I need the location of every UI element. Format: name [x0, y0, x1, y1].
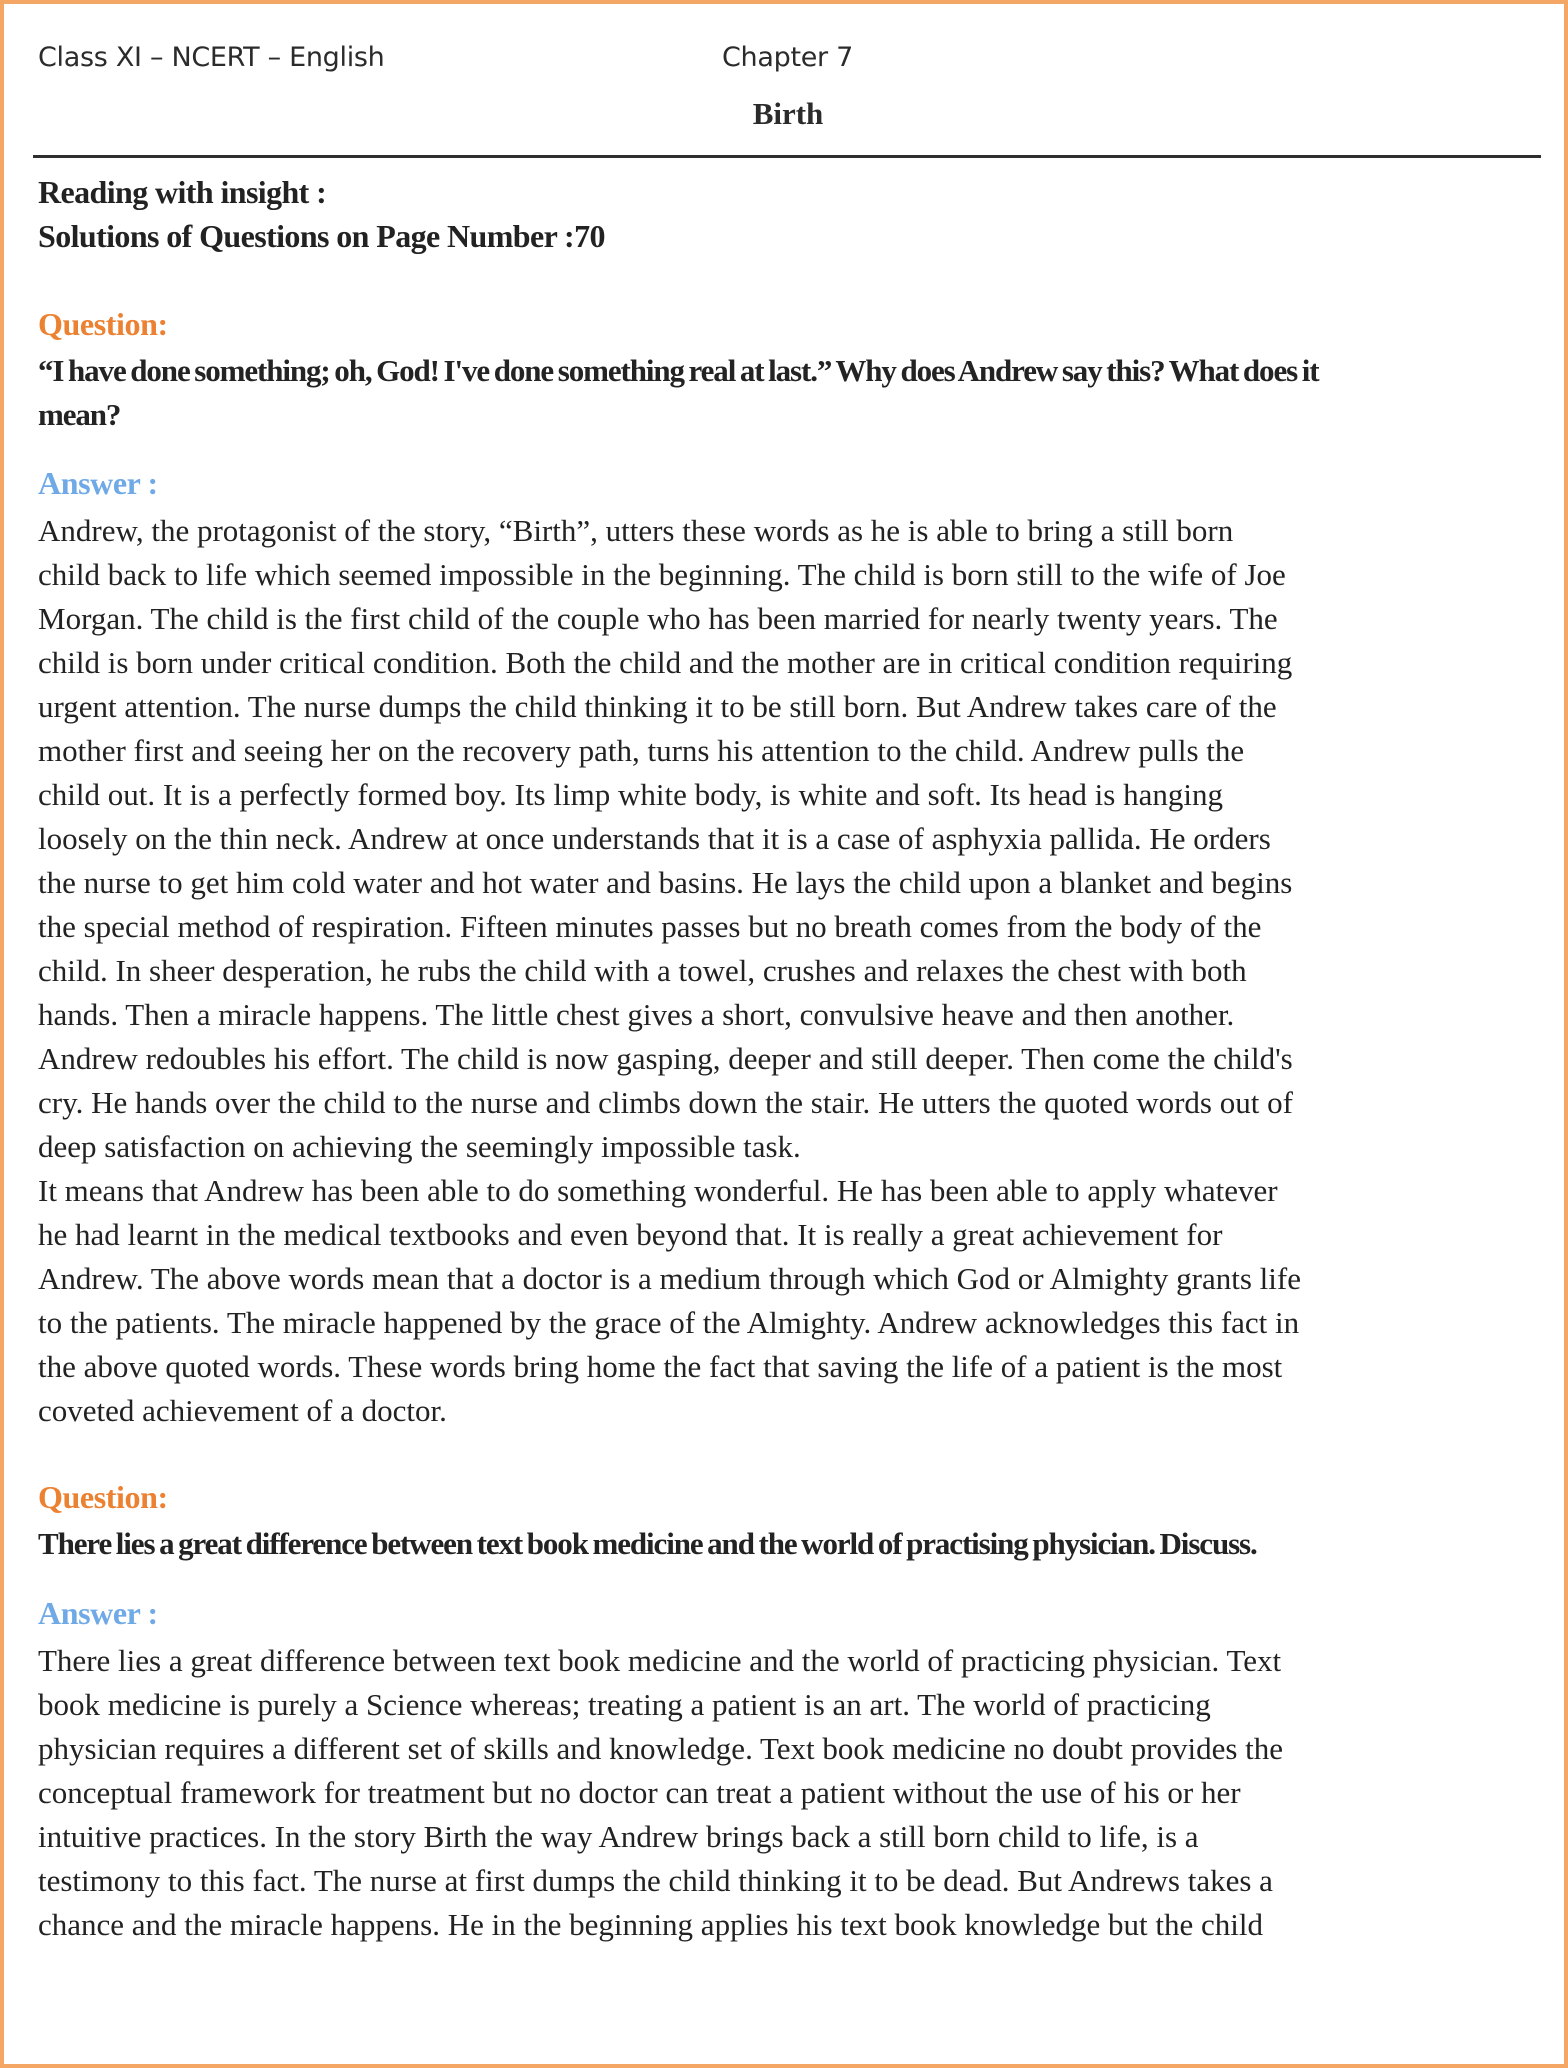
answer-label-2: Answer : — [38, 1595, 158, 1631]
question-line: mean? — [38, 397, 121, 432]
question-line: “I have done something; oh, God! I've done something real at last.” Why does Andrew say this? What does it — [38, 353, 1319, 388]
answer-line: Andrew, the protagonist of the story, “Birth”, utters these words as he is able to bring a still born — [38, 513, 1234, 548]
answer-line: mother first and seeing her on the recovery path, turns his attention to the child. Andrew pulls the — [38, 733, 1245, 768]
answer-line: Andrew. The above words mean that a doctor is a medium through which God or Almighty grants life — [38, 1261, 1301, 1296]
answer-line: intuitive practices. In the story Birth the way Andrew brings back a still born child to life, is a — [38, 1819, 1199, 1854]
answer-line: physician requires a different set of skills and knowledge. Text book medicine no doubt provides the — [38, 1731, 1284, 1766]
answer-line: cry. He hands over the child to the nurse and climbs down the stair. He utters the quoted words out of — [38, 1085, 1293, 1120]
answer-line: child out. It is a perfectly formed boy. Its limp white body, is white and soft. Its head is hanging — [38, 777, 1223, 812]
question-line: There lies a great difference between text book medicine and the world of practising physician. Discuss. — [38, 1526, 1257, 1561]
answer-line: Andrew redoubles his effort. The child is now gasping, deeper and still deeper. Then come the child's — [38, 1041, 1293, 1076]
header-chapter: Chapter 7 — [722, 42, 854, 73]
answer-line: Morgan. The child is the first child of the couple who has been married for nearly twenty years. The — [38, 601, 1278, 636]
answer-line: chance and the miracle happens. He in the beginning applies his text book knowledge but the child — [38, 1907, 1264, 1942]
answer-line: testimony to this fact. The nurse at first dumps the child thinking it to be dead. But Andrews takes a — [38, 1863, 1273, 1898]
section-heading: Reading with insight : — [38, 174, 327, 210]
answer-line: conceptual framework for treatment but no doctor can treat a patient without the use of his or her — [38, 1775, 1241, 1810]
answer-line: the nurse to get him cold water and hot water and basins. He lays the child upon a blanket and begins — [38, 865, 1293, 900]
answer-line: child back to life which seemed impossible in the beginning. The child is born still to the wife of Joe — [38, 557, 1286, 592]
answer-line: It means that Andrew has been able to do something wonderful. He has been able to apply whatever — [38, 1173, 1278, 1208]
answer-line: the above quoted words. These words bring home the fact that saving the life of a patient is the most — [38, 1349, 1283, 1384]
answer-line: child is born under critical condition. Both the child and the mother are in critical condition requiring — [38, 645, 1293, 680]
answer-line: the special method of respiration. Fifteen minutes passes but no breath comes from the body of the — [38, 909, 1262, 944]
answer-line: hands. Then a miracle happens. The little chest gives a short, convulsive heave and then another. — [38, 997, 1235, 1032]
answer-line: urgent attention. The nurse dumps the child thinking it to be still born. But Andrew takes care of the — [38, 689, 1277, 724]
page-title: Birth — [752, 96, 824, 131]
section-subheading: Solutions of Questions on Page Number :70 — [38, 218, 605, 254]
header-divider — [33, 155, 1541, 158]
question-text-2 — [38, 1522, 1538, 1566]
answer-line: loosely on the thin neck. Andrew at once understands that it is a case of asphyxia pallida. He orders — [38, 821, 1271, 856]
question-label-1: Question: — [38, 306, 168, 342]
answer-line: to the patients. The miracle happened by the grace of the Almighty. Andrew acknowledges this fact in — [38, 1305, 1300, 1340]
answer-text-1 — [38, 509, 1538, 1433]
answer-text-2 — [38, 1639, 1538, 1947]
answer-line: he had learnt in the medical textbooks and even beyond that. It is really a great achievement for — [38, 1217, 1223, 1252]
answer-line: book medicine is purely a Science whereas; treating a patient is an art. The world of practicing — [38, 1687, 1211, 1722]
question-label-2: Question: — [38, 1479, 168, 1515]
answer-line: There lies a great difference between text book medicine and the world of practicing physician. Text — [38, 1643, 1282, 1678]
answer-line: coveted achievement of a doctor. — [38, 1393, 447, 1428]
question-text-1 — [38, 349, 1538, 437]
answer-line: deep satisfaction on achieving the seemingly impossible task. — [38, 1129, 801, 1164]
header-subject: Class XI – NCERT – English — [38, 42, 385, 73]
answer-label-1: Answer : — [38, 465, 158, 501]
answer-line: child. In sheer desperation, he rubs the child with a towel, crushes and relaxes the chest with both — [38, 953, 1247, 988]
